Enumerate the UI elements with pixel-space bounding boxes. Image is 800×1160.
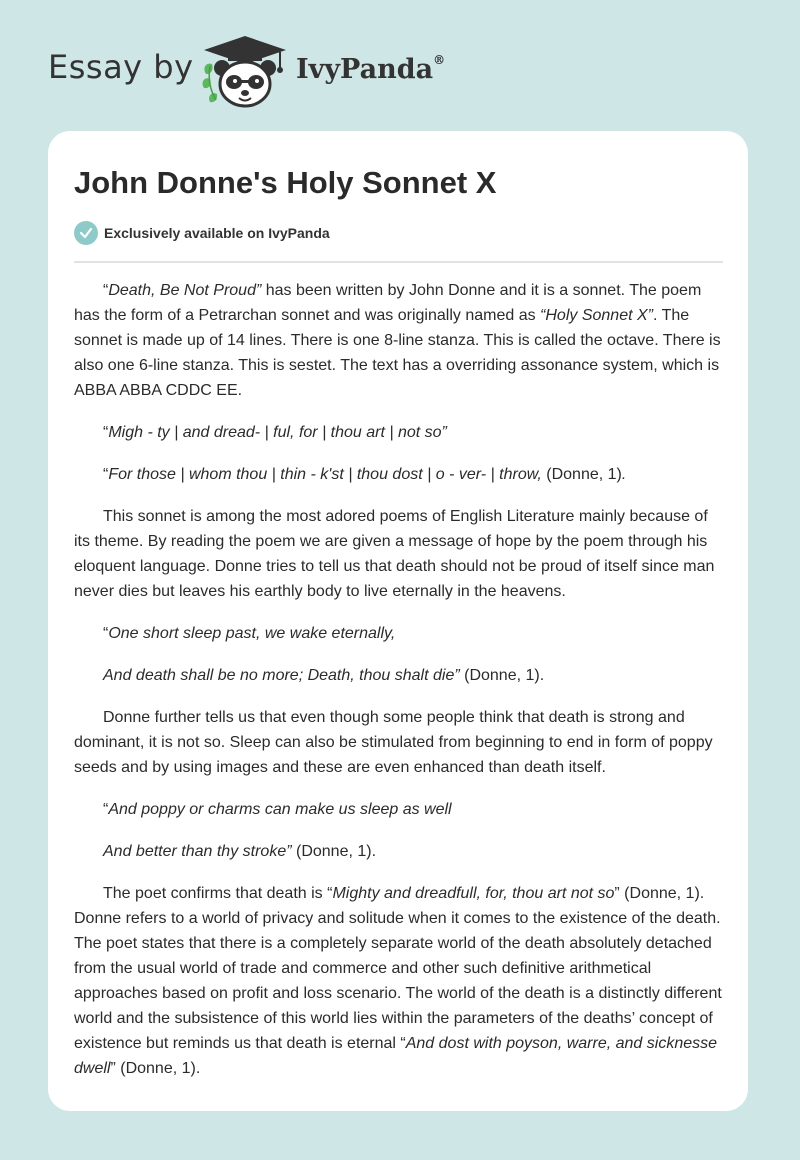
quote-line-3: “One short sleep past, we wake eternally,	[103, 625, 396, 642]
brand-name[interactable]: IvyPanda®	[296, 53, 446, 85]
quote-line-4: And death shall be no more; Death, thou shalt die” (Donne, 1).	[103, 667, 545, 684]
quote-line-2: “For those | whom thou | thin - k'st | thou dost | o - ver- | throw, (Donne, 1).	[103, 466, 627, 483]
paragraph-1: “Death, Be Not Proud” has been written by John Donne and it is a sonnet. The poem has the form of a Petrarchan sonnet and was originally named as “Holy Sonnet X”. The sonnet is made up of 14 lines. There is one 8-line stanza. This is called the octave. There is also one 6-line stanza. This is sestet. The text has a overriding assonance system, which is ABBA ABBA CDDC EE.	[74, 282, 721, 399]
paragraph-3: Donne further tells us that even though some people think that death is strong and dominant, it is not so. Sleep can also be stimulated from beginning to end in form of poppy seeds and by using images and these are even enhanced than death itself.	[74, 709, 713, 776]
divider	[74, 261, 723, 263]
panda-graduate-icon[interactable]	[200, 34, 290, 110]
registered-mark: ®	[433, 53, 446, 67]
essay-by-label: Essay by	[48, 48, 194, 86]
page-title: John Donne's Holy Sonnet X	[74, 165, 497, 200]
essay-body	[74, 278, 726, 1098]
essay-card	[48, 131, 748, 1111]
quote-line-1: “Migh - ty | and dread- | ful, for | thou art | not so”	[103, 424, 447, 441]
quote-line-5: “And poppy or charms can make us sleep as well	[103, 801, 452, 818]
site-header	[0, 0, 800, 130]
paragraph-2: This sonnet is among the most adored poems of English Literature mainly because of its theme. By reading the poem we are given a message of hope by the poem through his eloquent language. Donne tries to tell us that death should not be proud of itself since man never dies but leaves his earthly body to live eternally in the heavens.	[74, 508, 715, 600]
paragraph-4: The poet confirms that death is “Mighty and dreadfull, for, thou art not so” (Donne, 1). Donne refers to a world of privacy and solitude when it comes to the existence of the death. The poet states that there is a completely separate world of the death absolutely detached from the usual world of trade and commerce and other such definitive arithmetical approaches based on profit and loss scenario. The world of the death is a distinctly different world and the subsistence of this world lies within the parameters of the deaths’ concept of existence but reminds us that death is eternal “And dost with poyson, warre, and sicknesse dwell” (Donne, 1).	[74, 885, 722, 1077]
exclusive-label: Exclusively available on IvyPanda	[104, 225, 330, 241]
exclusive-badge	[74, 220, 330, 246]
check-circle-icon	[74, 221, 98, 245]
quote-line-6: And better than thy stroke” (Donne, 1).	[103, 843, 377, 860]
